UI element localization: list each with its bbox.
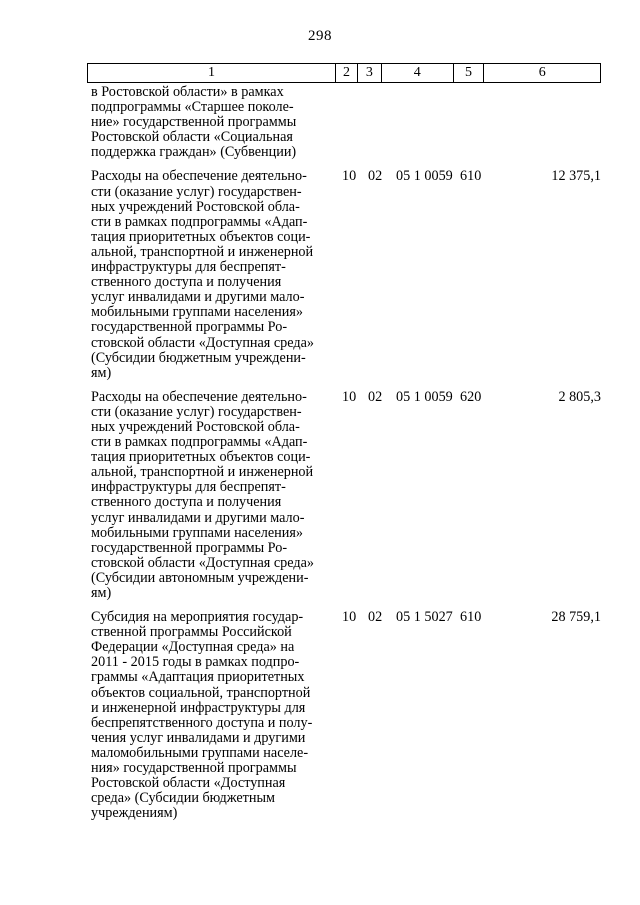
- description-line: ных учреждений Ростовской обла-: [91, 198, 300, 215]
- table-row: [87, 169, 601, 380]
- section-cell: 10: [342, 168, 357, 185]
- subsection-cell: 02: [368, 168, 383, 185]
- description-line: альной, транспортной и инженерной: [91, 464, 314, 481]
- description-line: (Субсидии бюджетным учреждени-: [91, 349, 306, 366]
- description-line: чения услуг инвалидами и другими: [91, 729, 306, 746]
- description-line: государственной программы Ро-: [91, 319, 288, 336]
- description-line: Расходы на обеспечение деятельно-: [91, 168, 307, 185]
- description-line: ственной программы Российской: [91, 624, 292, 641]
- description-line: ние» государственной программы: [91, 114, 297, 131]
- expense-type-cell: 610: [460, 168, 482, 185]
- description-line: и инженерной инфраструктуры для: [91, 699, 306, 716]
- description-line: Расходы на обеспечение деятельно-: [91, 388, 307, 405]
- target-article-cell: 05 1 0059: [396, 168, 453, 185]
- continuation-row: [87, 85, 601, 160]
- header-col-3: 3: [358, 64, 382, 82]
- description-line: инфраструктуры для беспрепят-: [91, 479, 286, 496]
- description-line: поддержка граждан» (Субвенции): [91, 144, 297, 161]
- description-line: Субсидия на мероприятия государ-: [91, 609, 304, 626]
- description-line: сти в рамках подпрограммы «Адап-: [91, 213, 308, 230]
- target-article-cell: 05 1 0059: [396, 388, 453, 405]
- budget-table: [87, 63, 601, 821]
- description-line: Ростовской области «Доступная: [91, 775, 286, 792]
- section-cell: 10: [342, 388, 357, 405]
- row-description: [91, 169, 333, 380]
- description-line: сти (оказание услуг) государствен-: [91, 403, 302, 420]
- description-line: мобильными группами населения»: [91, 304, 303, 321]
- description-line: ных учреждений Ростовской обла-: [91, 418, 300, 435]
- expense-type-cell: 620: [460, 388, 482, 405]
- description-line: услуг инвалидами и другими мало-: [91, 289, 305, 306]
- description-line: стовской области «Доступная среда»: [91, 334, 314, 351]
- description-line: подпрограммы «Старшее поколе-: [91, 99, 294, 116]
- header-col-6: 6: [538, 65, 546, 80]
- description-line: ственного доступа и получения: [91, 494, 282, 511]
- amount-cell: 12 375,1: [551, 168, 601, 185]
- page-number: 298: [308, 28, 332, 44]
- description-line: инфраструктуры для беспрепят-: [91, 259, 286, 276]
- description-line: (Субсидии автономным учреждени-: [91, 569, 309, 586]
- description-line: маломобильными группами населе-: [91, 744, 309, 761]
- description-line: 2011 - 2015 годы в рамках подпро-: [91, 654, 300, 671]
- expense-type-cell: 610: [460, 609, 482, 626]
- continuation-description: [91, 85, 333, 160]
- description-line: государственной программы Ро-: [91, 539, 288, 556]
- row-description: [91, 610, 333, 821]
- description-line: ния» государственной программы: [91, 760, 297, 777]
- row-description: [91, 390, 333, 601]
- table-row: [87, 610, 601, 821]
- description-line: объектов социальной, транспортной: [91, 684, 311, 701]
- description-line: стовской области «Доступная среда»: [91, 554, 314, 571]
- description-line: учреждениям): [91, 805, 178, 822]
- description-line: ственного доступа и получения: [91, 274, 282, 291]
- description-line: Федерации «Доступная среда» на: [91, 639, 295, 656]
- subsection-cell: 02: [368, 388, 383, 405]
- description-line: Ростовской области «Социальная: [91, 129, 293, 146]
- description-line: сти (оказание услуг) государствен-: [91, 183, 302, 200]
- description-line: мобильными группами населения»: [91, 524, 303, 541]
- description-line: граммы «Адаптация приоритетных: [91, 669, 305, 686]
- subsection-cell: 02: [368, 609, 383, 626]
- header-col-4: 4: [382, 64, 454, 82]
- description-line: тация приоритетных объектов соци-: [91, 449, 311, 466]
- table-header-row: [87, 63, 601, 83]
- description-line: ям): [91, 364, 112, 381]
- table-row: [87, 390, 601, 601]
- section-cell: 10: [342, 609, 357, 626]
- description-line: ям): [91, 585, 112, 601]
- header-col-5: 5: [454, 64, 485, 82]
- description-line: в Ростовской области» в рамках: [91, 84, 284, 100]
- table-body: [87, 85, 601, 821]
- header-col-1: 1: [88, 64, 336, 82]
- description-line: тация приоритетных объектов соци-: [91, 228, 311, 245]
- description-line: среда» (Субсидии бюджетным: [91, 790, 275, 807]
- target-article-cell: 05 1 5027: [396, 609, 453, 626]
- description-line: сти в рамках подпрограммы «Адап-: [91, 434, 308, 451]
- description-line: альной, транспортной и инженерной: [91, 243, 314, 260]
- amount-cell: 28 759,1: [551, 609, 601, 626]
- description-line: беспрепятственного доступа и полу-: [91, 714, 313, 731]
- header-col-2: 2: [336, 64, 358, 82]
- amount-cell: 2 805,3: [558, 388, 601, 405]
- description-line: услуг инвалидами и другими мало-: [91, 509, 305, 526]
